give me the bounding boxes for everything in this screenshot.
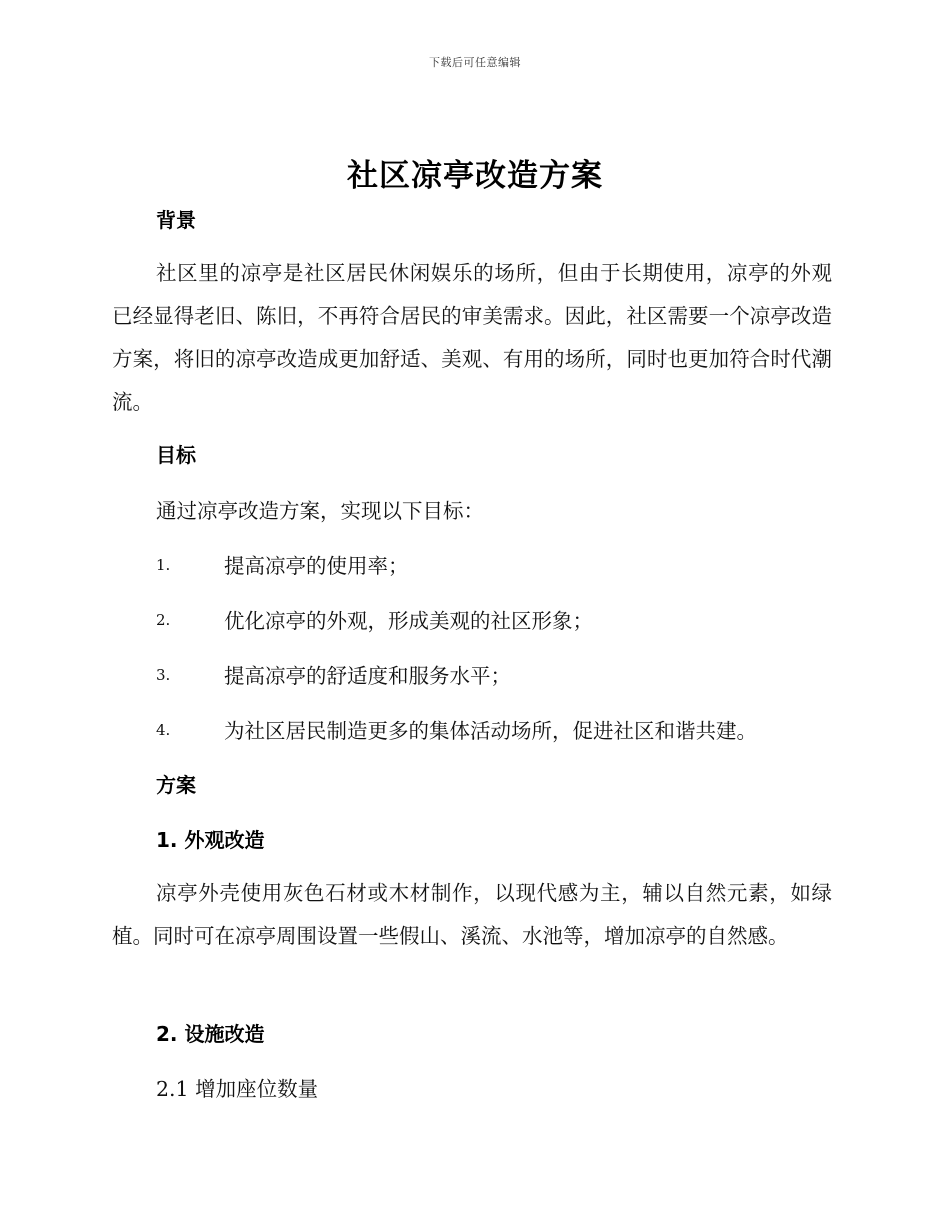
section-heading-background: 背景	[156, 208, 196, 232]
goal-text: 提高凉亭的舒适度和服务水平；	[224, 664, 511, 688]
goals-intro: 通过凉亭改造方案，实现以下目标：	[156, 499, 484, 523]
appearance-paragraph: 凉亭外壳使用灰色石材或木材制作，以现代感为主，辅以自然元素，如绿植。同时可在凉亭周围设置一些假山、溪流、水池等，增加凉亭的自然感。	[112, 881, 832, 948]
goal-number: 4.	[156, 721, 171, 739]
goal-text: 提高凉亭的使用率；	[224, 554, 409, 578]
goal-text: 为社区居民制造更多的集体活动场所，促进社区和谐共建。	[224, 719, 757, 743]
section-heading-goals: 目标	[156, 443, 196, 467]
goal-number: 1.	[156, 556, 171, 574]
section-heading-plan: 方案	[156, 773, 196, 797]
background-paragraph: 社区里的凉亭是社区居民休闲娱乐的场所，但由于长期使用，凉亭的外观已经显得老旧、陈旧，不再符合居民的审美需求。因此，社区需要一个凉亭改造方案，将旧的凉亭改造成更加舒适、美观、有用的场所，同时也更加符合时代潮流。	[112, 261, 832, 414]
page-header-note: 下载后可任意编辑	[429, 56, 521, 69]
document-title: 社区凉亭改造方案	[347, 158, 603, 194]
goal-text: 优化凉亭的外观，形成美观的社区形象；	[224, 609, 593, 633]
subsection-heading-appearance: 1. 外观改造	[156, 828, 265, 852]
goal-number: 2.	[156, 611, 171, 629]
goal-number: 3.	[156, 666, 171, 684]
subsection-heading-facilities: 2. 设施改造	[156, 1022, 265, 1046]
facilities-subitem: 2.1 增加座位数量	[156, 1077, 319, 1101]
